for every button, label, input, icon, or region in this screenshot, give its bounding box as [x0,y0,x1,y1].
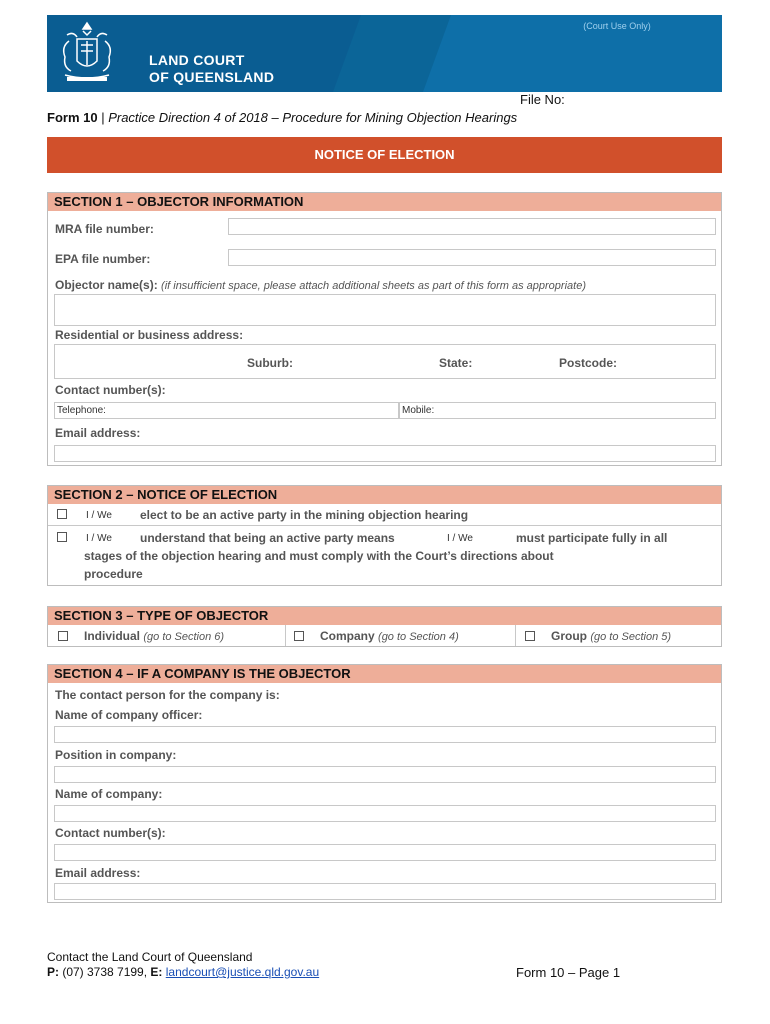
footer-contact-details [47,965,319,980]
email-label: Email address: [55,426,141,440]
notice-title-bar: NOTICE OF ELECTION [47,137,722,173]
form-title: Practice Direction 4 of 2018 – Procedure for Mining Objection Hearings [108,110,518,125]
company-contact-field[interactable] [54,844,716,861]
mra-label: MRA file number: [55,222,154,236]
election-2-text-d: procedure [84,567,143,581]
section-3-type-of-objector [47,606,722,647]
election-checkbox-1[interactable] [57,509,67,519]
company-email-label: Email address: [55,866,141,880]
section-3-title: SECTION 3 – TYPE OF OBJECTOR [48,607,721,625]
officer-name-field[interactable] [54,726,716,743]
individual-option [84,629,224,643]
logo-title [149,52,274,86]
court-use-only-label: (Court Use Only) [583,21,651,31]
address-label: Residential or business address: [55,328,244,342]
email-prefix: E: [150,965,163,979]
election-2-text-b: must participate fully in all [516,531,668,545]
company-email-field[interactable] [54,883,716,900]
section-4-title: SECTION 4 – IF A COMPANY IS THE OBJECTOR [48,665,721,683]
objector-hint: (if insufficient space, please attach additional sheets as part of this form as appropriate) [161,280,586,292]
company-name-field[interactable] [54,805,716,822]
section-1-title: SECTION 1 – OBJECTOR INFORMATION [48,193,721,211]
group-label: Group [551,629,587,643]
phone-prefix: P: [47,965,59,979]
mra-file-number-field[interactable] [228,218,716,235]
company-option [320,629,459,643]
email-link[interactable]: landcourt@justice.qld.gov.au [165,965,320,979]
section-2-notice-of-election [47,485,722,586]
individual-label: Individual [84,629,141,643]
position-label: Position in company: [55,748,177,762]
section-1-objector-info [47,192,722,466]
logo-line-2: OF QUEENSLAND [149,69,275,85]
election-2-who: I / We [86,533,112,544]
mobile-label: Mobile: [402,405,435,416]
group-hint: (go to Section 5) [590,631,672,643]
election-2-text-c: stages of the objection hearing and must comply with the Court’s directions about [84,549,554,563]
coat-of-arms-icon [55,17,119,90]
individual-checkbox[interactable] [58,631,68,641]
form-number: Form 10 [47,110,98,125]
election-1-who: I / We [86,510,112,521]
state-label: State: [439,356,473,370]
group-option [551,629,671,643]
email-field[interactable] [54,445,716,462]
objector-name-field[interactable] [54,294,716,326]
telephone-label: Telephone: [57,405,106,416]
objector-label [55,278,586,292]
epa-label: EPA file number: [55,252,151,266]
suburb-label: Suburb: [247,356,293,370]
page-number: Form 10 – Page 1 [516,965,621,980]
position-field[interactable] [54,766,716,783]
epa-file-number-field[interactable] [228,249,716,266]
group-checkbox[interactable] [525,631,535,641]
section-2-title: SECTION 2 – NOTICE OF ELECTION [48,486,721,504]
form-title-line [47,110,517,125]
logo-line-1: LAND COURT [149,52,245,68]
file-no-label: File No: [520,92,565,107]
header-banner [47,15,722,92]
form-separator: | [97,110,109,125]
company-name-label: Name of company: [55,787,163,801]
section-4-company-objector [47,664,722,903]
postcode-label: Postcode: [559,356,618,370]
footer-contact [47,950,319,980]
phone-number: (07) 3738 7199, [59,965,151,979]
objector-name-label: Objector name(s): [55,278,158,292]
individual-hint: (go to Section 6) [143,631,225,643]
election-checkbox-2[interactable] [57,532,67,542]
company-contact-label: Contact number(s): [55,826,166,840]
company-label: Company [320,629,375,643]
company-checkbox[interactable] [294,631,304,641]
mobile-field[interactable] [399,402,716,419]
election-2-who-2: I / We [447,533,473,544]
election-2-text-a: understand that being an active party means [140,531,395,545]
contact-label: Contact number(s): [55,383,166,397]
election-1-text: elect to be an active party in the mining objection hearing [140,508,469,522]
footer-contact-line: Contact the Land Court of Queensland [47,950,253,964]
company-hint: (go to Section 4) [378,631,459,643]
officer-label: Name of company officer: [55,708,203,722]
company-contact-intro: The contact person for the company is: [55,688,280,702]
